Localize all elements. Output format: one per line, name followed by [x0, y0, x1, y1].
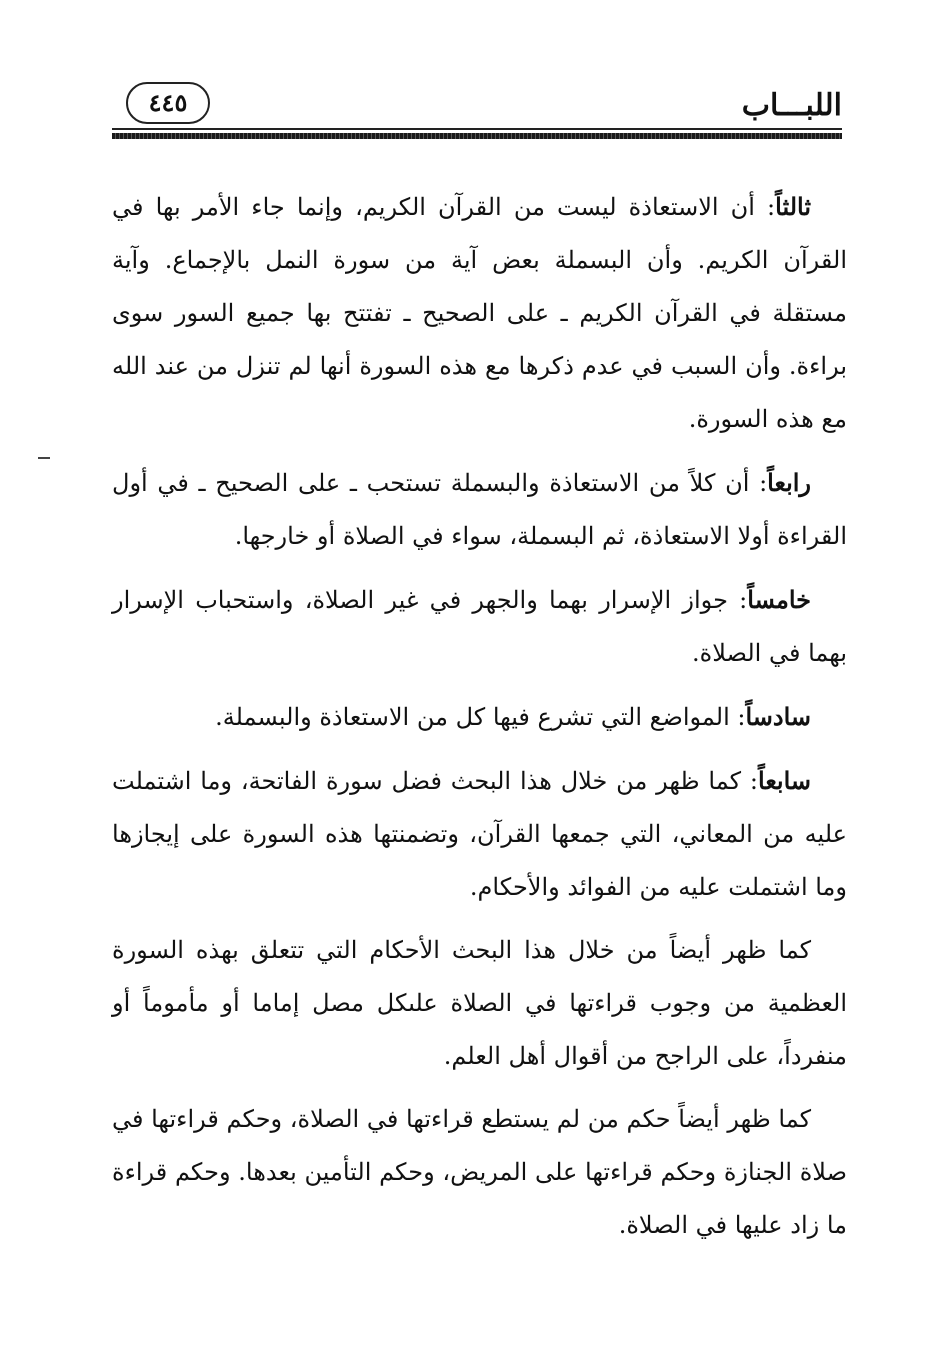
paragraph-text: : جواز الإسرار بهما والجهر في غير الصلاة، واستحباب الإسرار بهما في الصلاة.: [112, 586, 847, 667]
page-body: [112, 180, 847, 1262]
paragraph-sixthly: [112, 690, 847, 744]
paragraph-lead: سادساً: [745, 702, 811, 731]
page-header: [112, 70, 842, 140]
paragraph-seventhly: [112, 754, 847, 914]
paragraph-text: : أن كلاً من الاستعاذة والبسملة تستحب ـ على الصحيح ـ في أول القراءة أولا الاستعاذة، ثم البسملة، سواء في الصلاة أو خارجها.: [112, 469, 847, 550]
paragraph-fifthly: [112, 573, 847, 680]
paragraph-rulings: [112, 924, 847, 1083]
paragraph-lead: سابعاً: [758, 766, 811, 795]
paragraph-fourthly: [112, 456, 847, 563]
paragraph-text: كما ظهر أيضاً من خلال هذا البحث الأحكام التي تتعلق بهذه السورة العظمية من وجوب قراءتها في الصلاة علىكل مصل إماما أو مأموماً أو منفرداً، على الراجح من أقوال أهل العلم.: [112, 936, 847, 1070]
paragraph-text: : المواضع التي تشرع فيها كل من الاستعاذة والبسملة.: [215, 703, 746, 731]
paragraph-text: كما ظهر أيضاً حكم من لم يستطع قراءتها في الصلاة، وحكم قراءتها في صلاة الجنازة وحكم قراءتها على المريض، وحكم التأمين بعدها. وحكم قراءة ما زاد عليها في الصلاة.: [112, 1105, 847, 1239]
header-rule-thin: [112, 128, 842, 130]
margin-mark: [38, 457, 50, 459]
paragraph-text: : كما ظهر من خلال هذا البحث فضل سورة الفاتحة، وما اشتملت عليه من المعاني، التي جمعها القرآن، وتضمنتها هذه السورة على إيجازها وما اشتملت عليه من الفوائد والأحكام.: [112, 767, 847, 901]
paragraph-inability: [112, 1093, 847, 1252]
paragraph-lead: رابعاً: [767, 468, 811, 497]
header-rule-thick: [112, 133, 842, 139]
paragraph-text: : أن الاستعاذة ليست من القرآن الكريم، وإنما جاء الأمر بها في القرآن الكريم. وأن البسملة بعض آية من سورة النمل بالإجماع. وآية مستقلة في القرآن الكريم ـ على الصحيح ـ تفتتح بها جميع السور سوى براءة. وأن السبب في عدم ذكرها مع هذه السورة أنها لم تنزل من عند الله مع هذه السورة.: [112, 193, 847, 433]
paragraph-lead: خامساً: [747, 585, 811, 614]
page-number-badge: ٤٤٥: [126, 82, 210, 124]
running-title: اللبـــاب: [741, 88, 842, 123]
paragraph-thirdly: [112, 180, 847, 446]
paragraph-lead: ثالثاً: [775, 192, 811, 221]
